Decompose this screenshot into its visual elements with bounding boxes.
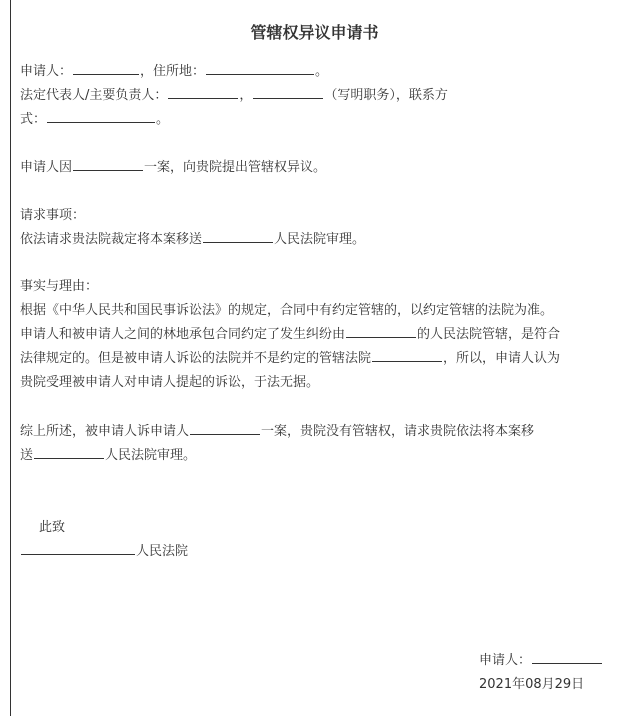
contact-label: 式： bbox=[20, 112, 47, 127]
facts-line-4: 贵院受理被申请人对申请人提起的诉讼，于法无据。 bbox=[20, 375, 320, 390]
conclusion-court-blank[interactable] bbox=[34, 444, 104, 459]
residence-label: ，住所地： bbox=[140, 64, 206, 79]
facts-line-1: 根据《中华人民共和国民事诉讼法》的规定，合同中有约定管辖的，以约定管辖的法院为准。 bbox=[20, 303, 554, 318]
line-end: 。 bbox=[315, 64, 329, 79]
applicant-name-blank[interactable] bbox=[73, 60, 139, 75]
conclusion-line-2 bbox=[20, 444, 196, 468]
facts-line-2-prefix: 申请人和被申请人之间的林地承包合同约定了发生纠纷由 bbox=[20, 327, 346, 342]
representative-line bbox=[20, 84, 448, 108]
signature-date: 2021年08月29日 bbox=[479, 677, 585, 692]
signature-blank[interactable] bbox=[532, 649, 602, 664]
residence-blank[interactable] bbox=[206, 60, 314, 75]
intro-line bbox=[20, 156, 326, 180]
court-line bbox=[20, 540, 188, 564]
document-page bbox=[10, 0, 617, 716]
filing-court-blank[interactable] bbox=[372, 347, 442, 362]
request-prefix: 依法请求贵法院裁定将本案移送 bbox=[20, 232, 203, 247]
signature-line bbox=[479, 649, 603, 673]
representative-label: 法定代表人/主要负责人： bbox=[20, 88, 168, 103]
transfer-court-blank[interactable] bbox=[203, 228, 273, 243]
conclusion-prefix: 综上所述，被申请人诉申请人 bbox=[20, 424, 190, 439]
line-end: 。 bbox=[156, 112, 170, 127]
court-suffix: 人民法院 bbox=[136, 544, 189, 559]
document-title: 管辖权异议申请书 bbox=[250, 23, 379, 42]
court-name-blank[interactable] bbox=[21, 540, 135, 555]
position-note: （写明职务），联系方 bbox=[324, 88, 448, 103]
facts-heading: 事实与理由： bbox=[20, 279, 99, 294]
conclusion-suffix: 一案，贵院没有管辖权，请求贵院依法将本案移 bbox=[261, 424, 535, 439]
salutation: 此致 bbox=[39, 520, 66, 535]
case-name-blank[interactable] bbox=[73, 156, 143, 171]
conclusion-line-2-suffix: 人民法院审理。 bbox=[105, 448, 197, 463]
facts-line-2-suffix: 的人民法院管辖，是符合 bbox=[417, 327, 561, 342]
facts-line-3 bbox=[20, 347, 560, 371]
conclusion-line-2-prefix: 送 bbox=[20, 448, 34, 463]
request-suffix: 人民法院审理。 bbox=[274, 232, 366, 247]
request-line bbox=[20, 228, 365, 252]
applicant-label: 申请人： bbox=[20, 64, 73, 79]
facts-line-3-prefix: 法律规定的。但是被申请人诉讼的法院并不是约定的管辖法院 bbox=[20, 351, 372, 366]
applicant-line bbox=[20, 60, 328, 84]
request-heading: 请求事项： bbox=[20, 208, 86, 223]
representative-name-blank[interactable] bbox=[168, 84, 238, 99]
contact-line bbox=[20, 108, 169, 132]
signature-label: 申请人： bbox=[479, 653, 532, 668]
conclusion-case-blank[interactable] bbox=[190, 420, 260, 435]
intro-prefix: 申请人因 bbox=[20, 160, 73, 175]
facts-line-2 bbox=[20, 323, 560, 347]
agreed-court-blank[interactable] bbox=[346, 323, 416, 338]
conclusion-line-1 bbox=[20, 420, 534, 444]
facts-line-3-suffix: ，所以，申请人认为 bbox=[443, 351, 561, 366]
intro-suffix: 一案，向贵院提出管辖权异议。 bbox=[144, 160, 327, 175]
separator: ， bbox=[239, 88, 253, 103]
contact-blank[interactable] bbox=[47, 108, 155, 123]
representative-position-blank[interactable] bbox=[253, 84, 323, 99]
